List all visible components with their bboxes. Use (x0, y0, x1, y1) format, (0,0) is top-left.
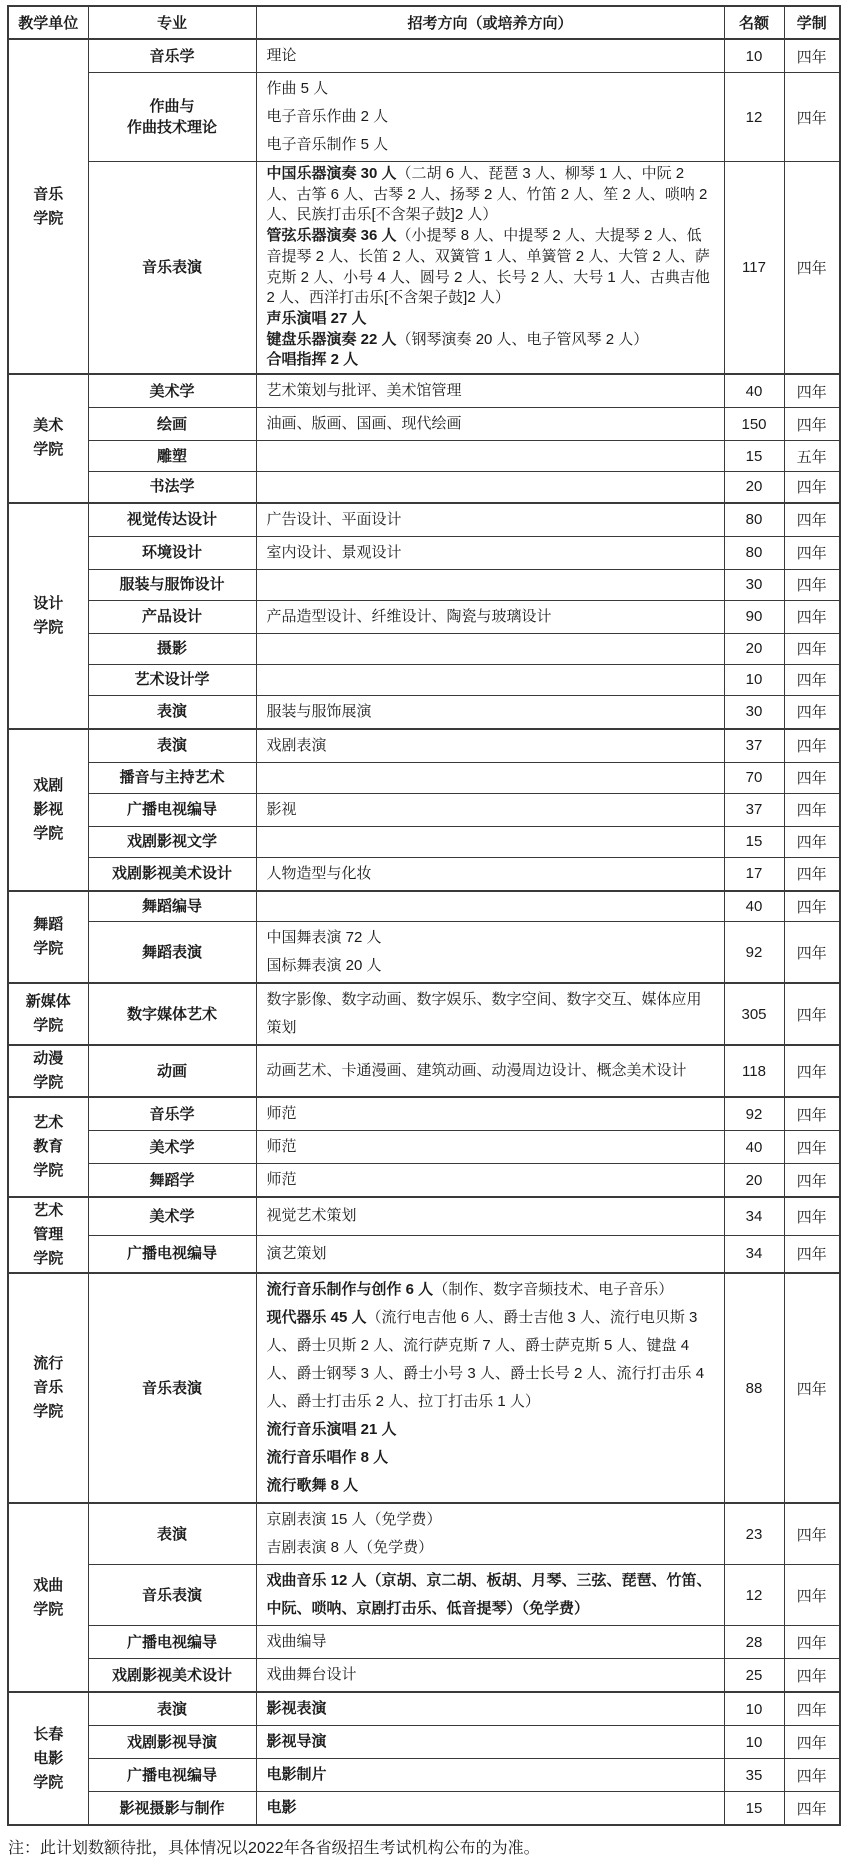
direction-bold-text: 中国乐器演奏 30 人 (266, 165, 397, 182)
direction-bold-text: 电影制片 (266, 1766, 327, 1784)
directions-cell (256, 536, 724, 569)
quota-cell: 10 (724, 664, 784, 695)
duration-cell: 四年 (784, 664, 840, 695)
quota-cell: 10 (724, 1692, 784, 1726)
duration-cell: 四年 (784, 503, 840, 537)
duration-cell: 四年 (784, 633, 840, 664)
quota-cell: 150 (724, 408, 784, 441)
direction-line (267, 952, 716, 980)
quota-cell: 28 (724, 1626, 784, 1659)
direction-line (267, 131, 716, 159)
unit-cell: 舞蹈 学院 (8, 891, 88, 984)
direction-text: 广告设计、平面设计 (266, 510, 402, 528)
table-row (8, 826, 840, 857)
direction-line (267, 1761, 716, 1789)
major-cell: 戏剧影视文学 (88, 826, 256, 857)
direction-bold-text: 电影 (266, 1799, 297, 1817)
quota-cell: 40 (724, 891, 784, 922)
quota-cell: 10 (724, 1726, 784, 1759)
major-cell: 广播电视编导 (88, 793, 256, 826)
quota-cell: 15 (724, 441, 784, 472)
directions-cell (256, 162, 724, 375)
direction-bold-text: 影视表演 (266, 1700, 327, 1718)
duration-cell: 四年 (784, 1045, 840, 1097)
major-cell: 服装与服饰设计 (88, 569, 256, 600)
quota-cell: 40 (724, 374, 784, 408)
directions-cell (256, 695, 724, 729)
duration-cell: 四年 (784, 891, 840, 922)
directions-cell (256, 408, 724, 441)
quota-cell: 20 (724, 1164, 784, 1198)
quota-cell: 37 (724, 793, 784, 826)
table-row (8, 695, 840, 729)
directions-cell (256, 793, 724, 826)
direction-text: 师范 (266, 1138, 297, 1156)
major-cell: 美术学 (88, 374, 256, 408)
direction-text: 数字影像、数字动画、数字娱乐、数字空间、数字交互、媒体应用策划 (266, 991, 702, 1037)
major-cell: 舞蹈学 (88, 1164, 256, 1198)
unit-cell: 戏剧 影视 学院 (8, 729, 88, 891)
directions-cell (256, 729, 724, 763)
direction-bold-text: 声乐演唱 27 人 (266, 309, 367, 327)
direction-line (267, 1661, 716, 1689)
table-row (8, 1503, 840, 1565)
major-cell: 视觉传达设计 (88, 503, 256, 537)
direction-text: 师范 (266, 1171, 297, 1189)
major-cell: 广播电视编导 (88, 1759, 256, 1792)
direction-line (267, 986, 716, 1042)
quota-cell: 12 (724, 73, 784, 162)
major-cell: 音乐表演 (88, 1565, 256, 1626)
quota-cell: 90 (724, 600, 784, 633)
duration-cell: 四年 (784, 1273, 840, 1503)
directions-cell (256, 633, 724, 664)
direction-bold-text: 合唱指挥 2 人 (266, 351, 359, 369)
direction-line (267, 1057, 716, 1085)
major-cell: 表演 (88, 1503, 256, 1565)
column-header: 招考方向（或培养方向） (256, 6, 724, 39)
major-cell: 摄影 (88, 633, 256, 664)
direction-line (267, 377, 716, 405)
direction-text: （制作、数字音频技术、电子音乐） (433, 1281, 674, 1299)
directions-cell (256, 1503, 724, 1565)
major-cell: 绘画 (88, 408, 256, 441)
table-row (8, 1659, 840, 1693)
unit-cell: 戏曲 学院 (8, 1503, 88, 1692)
major-cell: 美术学 (88, 1131, 256, 1164)
quota-cell: 30 (724, 569, 784, 600)
duration-cell: 四年 (784, 162, 840, 375)
unit-cell: 新媒体 学院 (8, 983, 88, 1045)
direction-line (267, 1276, 716, 1304)
table-row (8, 1565, 840, 1626)
direction-line (267, 42, 716, 70)
direction-text: （钢琴演奏 20 人、电子管风琴 2 人） (396, 330, 649, 348)
direction-line (267, 924, 716, 952)
directions-cell (256, 569, 724, 600)
major-cell: 戏剧影视美术设计 (88, 1659, 256, 1693)
table-row (8, 39, 840, 73)
direction-line (267, 1166, 716, 1194)
quota-cell: 88 (724, 1273, 784, 1503)
quota-cell: 92 (724, 922, 784, 984)
direction-line (267, 732, 716, 760)
major-cell: 环境设计 (88, 536, 256, 569)
direction-text: 作曲 5 人 (266, 80, 329, 97)
duration-cell: 四年 (784, 695, 840, 729)
major-cell: 艺术设计学 (88, 664, 256, 695)
direction-bold-text: 流行音乐制作与创作 6 人 (266, 1281, 434, 1299)
direction-line (267, 1202, 716, 1230)
direction-line (267, 103, 716, 131)
direction-text: 服装与服饰展演 (266, 702, 372, 720)
directions-cell (256, 1045, 724, 1097)
duration-cell: 四年 (784, 793, 840, 826)
unit-cell: 音乐 学院 (8, 39, 88, 374)
direction-line (267, 1628, 716, 1656)
direction-line (267, 1100, 716, 1128)
table-row (8, 1045, 840, 1097)
direction-line (267, 796, 716, 824)
quota-cell: 20 (724, 633, 784, 664)
table-row (8, 1164, 840, 1198)
duration-cell: 四年 (784, 729, 840, 763)
directions-cell (256, 1273, 724, 1503)
quota-cell: 20 (724, 472, 784, 503)
table-row (8, 664, 840, 695)
direction-line (267, 226, 716, 309)
directions-cell (256, 664, 724, 695)
duration-cell: 四年 (784, 1131, 840, 1164)
direction-text: 吉剧表演 8 人（免学费） (266, 1539, 434, 1557)
directions-cell (256, 1565, 724, 1626)
direction-line (267, 698, 716, 726)
direction-text: （小提琴 8 人、中提琴 2 人、大提琴 2 人、低音提琴 2 人、长笛 2 人、双簧管 1 人、单簧管 2 人、大管 2 人、萨克斯 2 人、小号 4 人、圆号 2 人、长号 2 人、大号 1 人、古典吉他 2 人、西洋打击乐[不含架子鼓]2 人） (266, 227, 710, 307)
table-row (8, 1131, 840, 1164)
unit-cell: 艺术 管理 学院 (8, 1197, 88, 1273)
quota-cell: 12 (724, 1565, 784, 1626)
quota-cell: 40 (724, 1131, 784, 1164)
direction-text: 油画、版画、国画、现代绘画 (266, 415, 462, 433)
table-row (8, 1726, 840, 1759)
direction-line (267, 539, 716, 567)
duration-cell: 四年 (784, 1503, 840, 1565)
unit-cell: 长春 电影 学院 (8, 1692, 88, 1825)
table-row (8, 1097, 840, 1131)
duration-cell: 四年 (784, 374, 840, 408)
direction-text: 动画艺术、卡通漫画、建筑动画、动漫周边设计、概念美术设计 (266, 1062, 687, 1080)
directions-cell (256, 1792, 724, 1826)
directions-cell (256, 1197, 724, 1235)
directions-cell (256, 983, 724, 1045)
duration-cell: 四年 (784, 472, 840, 503)
direction-text: 艺术策划与批评、美术馆管理 (266, 382, 462, 400)
major-cell: 舞蹈表演 (88, 922, 256, 984)
major-cell: 影视摄影与制作 (88, 1792, 256, 1826)
table-row (8, 441, 840, 472)
direction-text: （二胡 6 人、琵琶 3 人、柳琴 1 人、中阮 2 人、古筝 6 人、古琴 2 人、扬琴 2 人、竹笛 2 人、笙 2 人、唢呐 2 人、民族打击乐[不含架子鼓]2 人） (266, 165, 708, 224)
quota-cell: 305 (724, 983, 784, 1045)
duration-cell: 四年 (784, 762, 840, 793)
directions-cell (256, 472, 724, 503)
duration-cell: 四年 (784, 408, 840, 441)
duration-cell: 四年 (784, 1235, 840, 1273)
table-row (8, 1235, 840, 1273)
duration-cell: 四年 (784, 983, 840, 1045)
table-header (8, 6, 840, 39)
directions-cell (256, 857, 724, 891)
table-row (8, 472, 840, 503)
duration-cell: 四年 (784, 857, 840, 891)
header-row (8, 6, 840, 39)
direction-text: 戏曲编导 (266, 1633, 327, 1651)
unit-cell: 流行 音乐 学院 (8, 1273, 88, 1503)
major-cell: 音乐学 (88, 39, 256, 73)
table-row (8, 569, 840, 600)
unit-cell: 动漫 学院 (8, 1045, 88, 1097)
duration-cell: 四年 (784, 569, 840, 600)
direction-line (267, 1695, 716, 1723)
table-row (8, 891, 840, 922)
quota-cell: 34 (724, 1235, 784, 1273)
table-row (8, 162, 840, 375)
direction-text: 视觉艺术策划 (266, 1207, 357, 1225)
table-row (8, 374, 840, 408)
direction-line (267, 506, 716, 534)
directions-cell (256, 891, 724, 922)
direction-text: 演艺策划 (266, 1244, 327, 1262)
table-row (8, 408, 840, 441)
duration-cell: 四年 (784, 922, 840, 984)
direction-text: （流行电吉他 6 人、爵士吉他 3 人、流行电贝斯 3 人、爵士贝斯 2 人、流行萨克斯 7 人、爵士萨克斯 5 人、键盘 4 人、爵士钢琴 3 人、爵士小号 3 人、爵士长号 2 人、流行打击乐 4 人、爵士打击乐 2 人、拉丁打击乐 1 人） (266, 1309, 705, 1411)
direction-line (267, 1416, 716, 1444)
major-cell: 广播电视编导 (88, 1235, 256, 1273)
quota-cell: 34 (724, 1197, 784, 1235)
duration-cell: 四年 (784, 826, 840, 857)
table-row (8, 1792, 840, 1826)
quota-cell: 117 (724, 162, 784, 375)
direction-bold-text: 流行歌舞 8 人 (266, 1477, 359, 1495)
major-cell: 作曲与 作曲技术理论 (88, 73, 256, 162)
quota-cell: 15 (724, 1792, 784, 1826)
direction-line (267, 330, 716, 351)
major-cell: 美术学 (88, 1197, 256, 1235)
table-row (8, 73, 840, 162)
column-header: 名额 (724, 6, 784, 39)
quota-cell: 23 (724, 1503, 784, 1565)
duration-cell: 五年 (784, 441, 840, 472)
direction-line (267, 1472, 716, 1500)
major-cell: 音乐表演 (88, 1273, 256, 1503)
direction-text: 戏剧表演 (266, 736, 327, 754)
quota-cell: 30 (724, 695, 784, 729)
major-cell: 动画 (88, 1045, 256, 1097)
quota-cell: 80 (724, 503, 784, 537)
direction-line (267, 1534, 716, 1562)
direction-line (267, 75, 716, 103)
quota-cell: 118 (724, 1045, 784, 1097)
direction-bold-text: 影视导演 (266, 1733, 327, 1751)
directions-cell (256, 1659, 724, 1693)
table-row (8, 1759, 840, 1792)
major-cell: 播音与主持艺术 (88, 762, 256, 793)
major-cell: 雕塑 (88, 441, 256, 472)
quota-cell: 37 (724, 729, 784, 763)
duration-cell: 四年 (784, 73, 840, 162)
directions-cell (256, 374, 724, 408)
direction-text: 室内设计、景观设计 (266, 543, 402, 561)
duration-cell: 四年 (784, 536, 840, 569)
table-row (8, 793, 840, 826)
direction-text: 电子音乐作曲 2 人 (266, 108, 389, 125)
major-cell: 书法学 (88, 472, 256, 503)
directions-cell (256, 73, 724, 162)
directions-cell (256, 1164, 724, 1198)
duration-cell: 四年 (784, 1659, 840, 1693)
direction-text: 理论 (266, 47, 297, 64)
major-cell: 产品设计 (88, 600, 256, 633)
duration-cell: 四年 (784, 1164, 840, 1198)
direction-line (267, 410, 716, 438)
major-cell: 音乐表演 (88, 162, 256, 375)
directions-cell (256, 1131, 724, 1164)
directions-cell (256, 1726, 724, 1759)
quota-cell: 10 (724, 39, 784, 73)
duration-cell: 四年 (784, 1097, 840, 1131)
table-row (8, 600, 840, 633)
major-cell: 数字媒体艺术 (88, 983, 256, 1045)
table-row (8, 983, 840, 1045)
direction-text: 电子音乐制作 5 人 (266, 136, 389, 153)
direction-line (267, 350, 716, 371)
directions-cell (256, 1692, 724, 1726)
table-row (8, 857, 840, 891)
unit-cell: 艺术 教育 学院 (8, 1097, 88, 1197)
direction-line (267, 603, 716, 631)
direction-text: 国标舞表演 20 人 (266, 957, 382, 975)
directions-cell (256, 1097, 724, 1131)
quota-cell: 17 (724, 857, 784, 891)
major-cell: 戏剧影视导演 (88, 1726, 256, 1759)
directions-cell (256, 1626, 724, 1659)
directions-cell (256, 1759, 724, 1792)
direction-text: 影视 (266, 800, 297, 818)
duration-cell: 四年 (784, 1726, 840, 1759)
quota-cell: 70 (724, 762, 784, 793)
directions-cell (256, 39, 724, 73)
table-row (8, 1197, 840, 1235)
major-cell: 舞蹈编导 (88, 891, 256, 922)
direction-line (267, 1133, 716, 1161)
major-cell: 戏剧影视美术设计 (88, 857, 256, 891)
table-row (8, 762, 840, 793)
table-row (8, 536, 840, 569)
enrollment-plan-table (7, 5, 841, 1826)
major-cell: 表演 (88, 729, 256, 763)
major-cell: 音乐学 (88, 1097, 256, 1131)
directions-cell (256, 826, 724, 857)
direction-line (267, 1444, 716, 1472)
direction-text: 京剧表演 15 人（免学费） (266, 1511, 442, 1529)
direction-bold-text: 戏曲音乐 12 人（京胡、京二胡、板胡、月琴、三弦、琵琶、竹笛、中阮、唢呐、京剧打击乐、低音提琴）（免学费） (266, 1572, 712, 1618)
quota-cell: 92 (724, 1097, 784, 1131)
duration-cell: 四年 (784, 1759, 840, 1792)
table-row (8, 1692, 840, 1726)
quota-cell: 80 (724, 536, 784, 569)
table-row (8, 1626, 840, 1659)
direction-text: 师范 (266, 1105, 297, 1123)
direction-line (267, 1728, 716, 1756)
quota-cell: 35 (724, 1759, 784, 1792)
directions-cell (256, 1235, 724, 1273)
table-body (8, 39, 840, 1825)
unit-cell: 美术 学院 (8, 374, 88, 503)
direction-line (267, 1240, 716, 1268)
major-cell: 广播电视编导 (88, 1626, 256, 1659)
direction-line (267, 1304, 716, 1416)
direction-line (267, 1506, 716, 1534)
direction-bold-text: 管弦乐器演奏 36 人 (266, 227, 397, 245)
major-cell: 表演 (88, 1692, 256, 1726)
direction-text: 戏曲舞台设计 (266, 1666, 357, 1684)
directions-cell (256, 441, 724, 472)
duration-cell: 四年 (784, 1792, 840, 1826)
duration-cell: 四年 (784, 1626, 840, 1659)
direction-bold-text: 流行音乐演唱 21 人 (266, 1421, 397, 1439)
duration-cell: 四年 (784, 39, 840, 73)
table-row (8, 1273, 840, 1503)
duration-cell: 四年 (784, 1565, 840, 1626)
direction-text: 产品造型设计、纤维设计、陶瓷与玻璃设计 (266, 607, 552, 625)
duration-cell: 四年 (784, 1692, 840, 1726)
quota-cell: 25 (724, 1659, 784, 1693)
major-cell: 表演 (88, 695, 256, 729)
directions-cell (256, 503, 724, 537)
duration-cell: 四年 (784, 1197, 840, 1235)
direction-bold-text: 流行音乐唱作 8 人 (266, 1449, 389, 1467)
direction-line (267, 164, 716, 226)
direction-line (267, 860, 716, 888)
unit-cell: 设计 学院 (8, 503, 88, 729)
quota-cell: 15 (724, 826, 784, 857)
directions-cell (256, 922, 724, 984)
directions-cell (256, 762, 724, 793)
direction-line (267, 1794, 716, 1822)
table-row (8, 503, 840, 537)
direction-text: 中国舞表演 72 人 (266, 929, 382, 947)
table-row (8, 633, 840, 664)
column-header: 教学单位 (8, 6, 88, 39)
directions-cell (256, 600, 724, 633)
direction-bold-text: 键盘乐器演奏 22 人 (266, 330, 397, 348)
duration-cell: 四年 (784, 600, 840, 633)
table-row (8, 729, 840, 763)
column-header: 学制 (784, 6, 840, 39)
footnote: 注：此计划数额待批，具体情况以2022年各省级招生考试机构公布的为准。 (8, 1840, 540, 1858)
direction-line (267, 1567, 716, 1623)
column-header: 专业 (88, 6, 256, 39)
direction-line (267, 309, 716, 330)
table-row (8, 922, 840, 984)
direction-text: 人物造型与化妆 (266, 864, 372, 882)
direction-bold-text: 现代器乐 45 人 (266, 1309, 367, 1327)
